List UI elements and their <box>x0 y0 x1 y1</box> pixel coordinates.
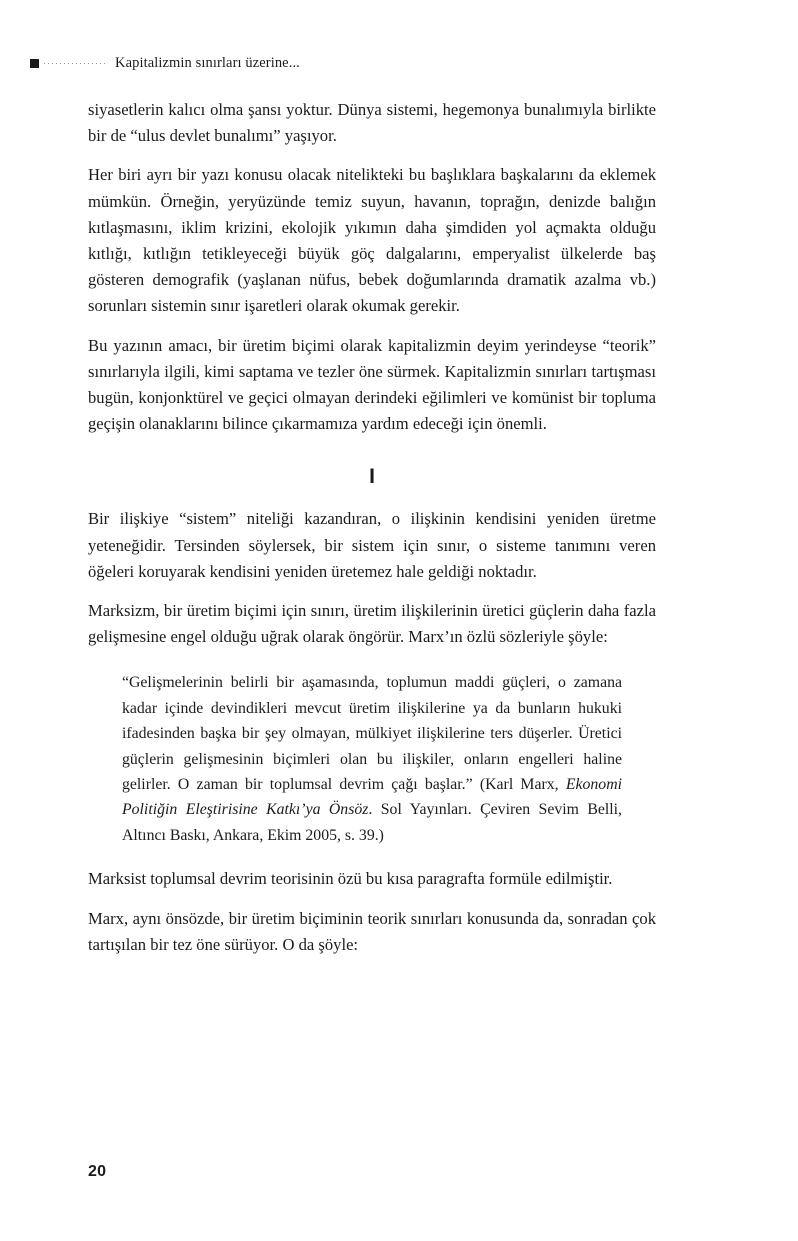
paragraph: Marksizm, bir üretim biçimi için sınırı, üretim ilişkilerinin üretici güçlerin daha fazla gelişmesine engel olduğu uğrak olarak öngörür. Marx’ın özlü sözleriyle şöyle: <box>88 601 656 647</box>
block-quote <box>122 670 622 848</box>
block-quote-source-title: Ekonomi Politiğin Eleştirisine Katkı’ya Önsöz <box>122 776 622 819</box>
paragraph: siyasetlerin kalıcı olma şansı yoktur. Dünya sistemi, hegemonya bunalımıyla birlikte bir de “ulus devlet bunalımı” yaşıyor. <box>88 100 656 146</box>
block-quote-part-one: “Gelişmelerinin belirli bir aşamasında, toplumun maddi güçleri, o zamana kadar içinde devindikleri mevcut üretim ilişkilerine ya da bunların hukuki ifadesinden başka bir şey olmayan, mülkiyet ilişkilerine ters düşerler. Üretici güçlerin gelişmesinin biçimleri olan bu ilişkiler, onların engelleri haline gelirler. O zaman bir toplumsal devrim çağı başlar.” (Karl Marx, <box>122 674 622 794</box>
running-head-title: Kapitalizmin sınırları üzerine... <box>115 54 300 71</box>
paragraph: Marx, aynı önsözde, bir üretim biçiminin teorik sınırları konusunda da, sonradan çok tartışılan bir tez öne sürüyor. O da şöyle: <box>88 908 656 954</box>
running-head <box>30 52 670 74</box>
block-quote-text <box>122 670 622 848</box>
paragraph: Bu yazının amacı, bir üretim biçimi olarak kapitalizmin deyim yerindeyse “teorik” sınırlarıyla ilgili, kimi saptama ve tezler öne sürmek. Kapitalizmin sınırları tartışması bugün, konjonktürel ve geçici olmayan derindeki eğilimleri ve komünist bir topluma geçişin olanaklarını bilince çıkarmamıza yardım edeceği için önemli. <box>88 335 656 434</box>
paragraph: Her biri ayrı bir yazı konusu olacak nitelikteki bu başlıklara başkalarını da eklemek mümkün. Örneğin, yeryüzünde temiz suyun, havanın, toprağın, denizde balığın kıtlaşmasını, iklim krizini, ekolojik yıkımın daha şimdiden yol açmakta olduğu kıtlığı, kıtlığın tetikleyeceği büyük göç dalgalarını, emperyalist ülkelerde baş gösteren demografik (yaşlanan nüfus, bebek doğumlarında dramatik azalma vb.) sorunları sistemin sınır işaretleri olarak okumak gerekir. <box>88 165 656 316</box>
dotted-leader-icon <box>44 63 106 64</box>
section-number: I <box>369 465 375 489</box>
filled-square-icon <box>30 59 39 68</box>
text-column <box>88 97 656 958</box>
block-quote-part-two: . Sol Yayınları. Çeviren Sevim Belli, Altıncı Baskı, Ankara, Ekim 2005, s. 39.) <box>122 801 622 844</box>
paragraph: Marksist toplumsal devrim teorisinin özü bu kısa paragrafta formüle edilmiştir. <box>88 869 613 889</box>
paragraph: Bir ilişkiye “sistem” niteliği kazandıran, o ilişkinin kendisini yeniden üretme yeteneğidir. Tersinden söylersek, bir sistem için sınır, o sisteme tanımını veren öğeleri koruyarak kendisini yeniden üretemez hale geldiği noktadır. <box>88 509 656 581</box>
page-number: 20 <box>88 1163 107 1180</box>
